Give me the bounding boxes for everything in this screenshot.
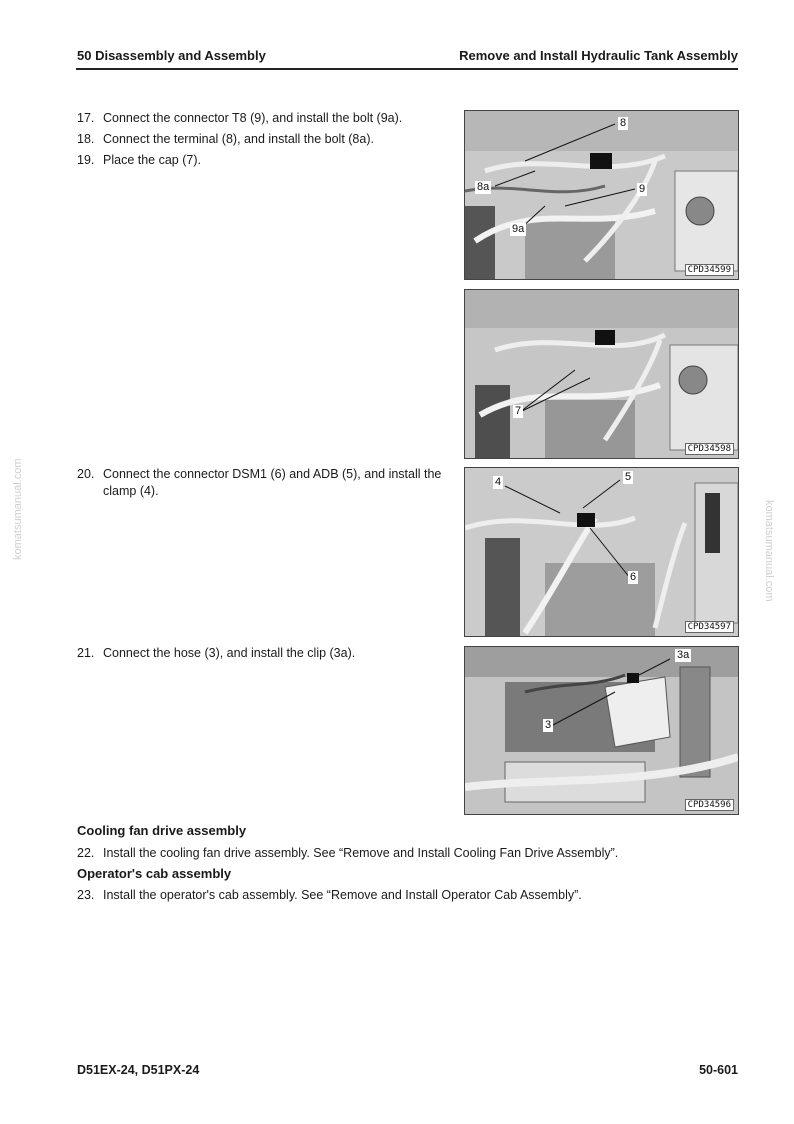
watermark-right: komatsumanual.com [763,500,775,602]
figure-code: CPD34596 [685,799,734,811]
engine-bay-photo-4 [465,647,738,814]
callout-3: 3 [545,719,552,731]
figure-code: CPD34598 [685,443,734,455]
step-text: Connect the connector DSM1 (6) and ADB (5), and install the clamp (4). [103,467,442,498]
step-text: Install the cooling fan drive assembly. See “Remove and Install Cooling Fan Drive Assembly”. [103,846,619,860]
step-text: Connect the hose (3), and install the clip (3a). [103,646,356,660]
figure-cpd34596 [464,646,739,815]
callout-8a: 8a [477,181,490,193]
footer-model: D51EX-24, D51PX-24 [77,1063,200,1077]
callout-3a: 3a [677,649,690,661]
callout-4: 4 [495,476,502,488]
step-19 [77,152,201,169]
step-text: Place the cap (7). [103,153,201,167]
figure-code: CPD34597 [685,621,734,633]
callout-8: 8 [620,117,627,129]
header-rule [76,68,738,70]
step-20 [77,466,452,500]
figure-cpd34599 [464,110,739,280]
step-number: 23. [77,888,95,902]
step-18 [77,131,374,148]
step-22 [77,845,618,862]
step-text: Connect the connector T8 (9), and install the bolt (9a). [103,111,403,125]
step-number: 18. [77,132,95,146]
section-heading-operator-cab: Operator's cab assembly [77,866,232,881]
figure-cpd34597 [464,467,739,637]
step-17 [77,110,402,127]
step-number: 22. [77,846,95,860]
watermark-left: komatsumanual.com [12,458,24,560]
figure-code: CPD34599 [685,264,734,276]
header-section: 50 Disassembly and Assembly [77,48,266,63]
engine-bay-photo-2 [465,290,738,458]
step-number: 17. [77,111,95,125]
step-number: 20. [77,467,95,481]
step-number: 21. [77,646,95,660]
callout-5: 5 [625,471,632,483]
engine-bay-photo-1 [465,111,738,279]
header-title: Remove and Install Hydraulic Tank Assembly [459,48,738,63]
figure-cpd34598 [464,289,739,459]
callout-9: 9 [639,183,646,195]
callout-9a: 9a [512,223,525,235]
section-heading-cooling-fan: Cooling fan drive assembly [77,823,247,838]
step-number: 19. [77,153,95,167]
step-text: Install the operator's cab assembly. See “Remove and Install Operator Cab Assembly”. [103,888,582,902]
step-text: Connect the terminal (8), and install the bolt (8a). [103,132,374,146]
engine-bay-photo-3 [465,468,738,636]
step-23 [77,887,582,904]
callout-7: 7 [515,405,522,417]
step-21 [77,645,355,662]
footer-page-number: 50-601 [699,1063,738,1077]
callout-6: 6 [630,571,637,583]
